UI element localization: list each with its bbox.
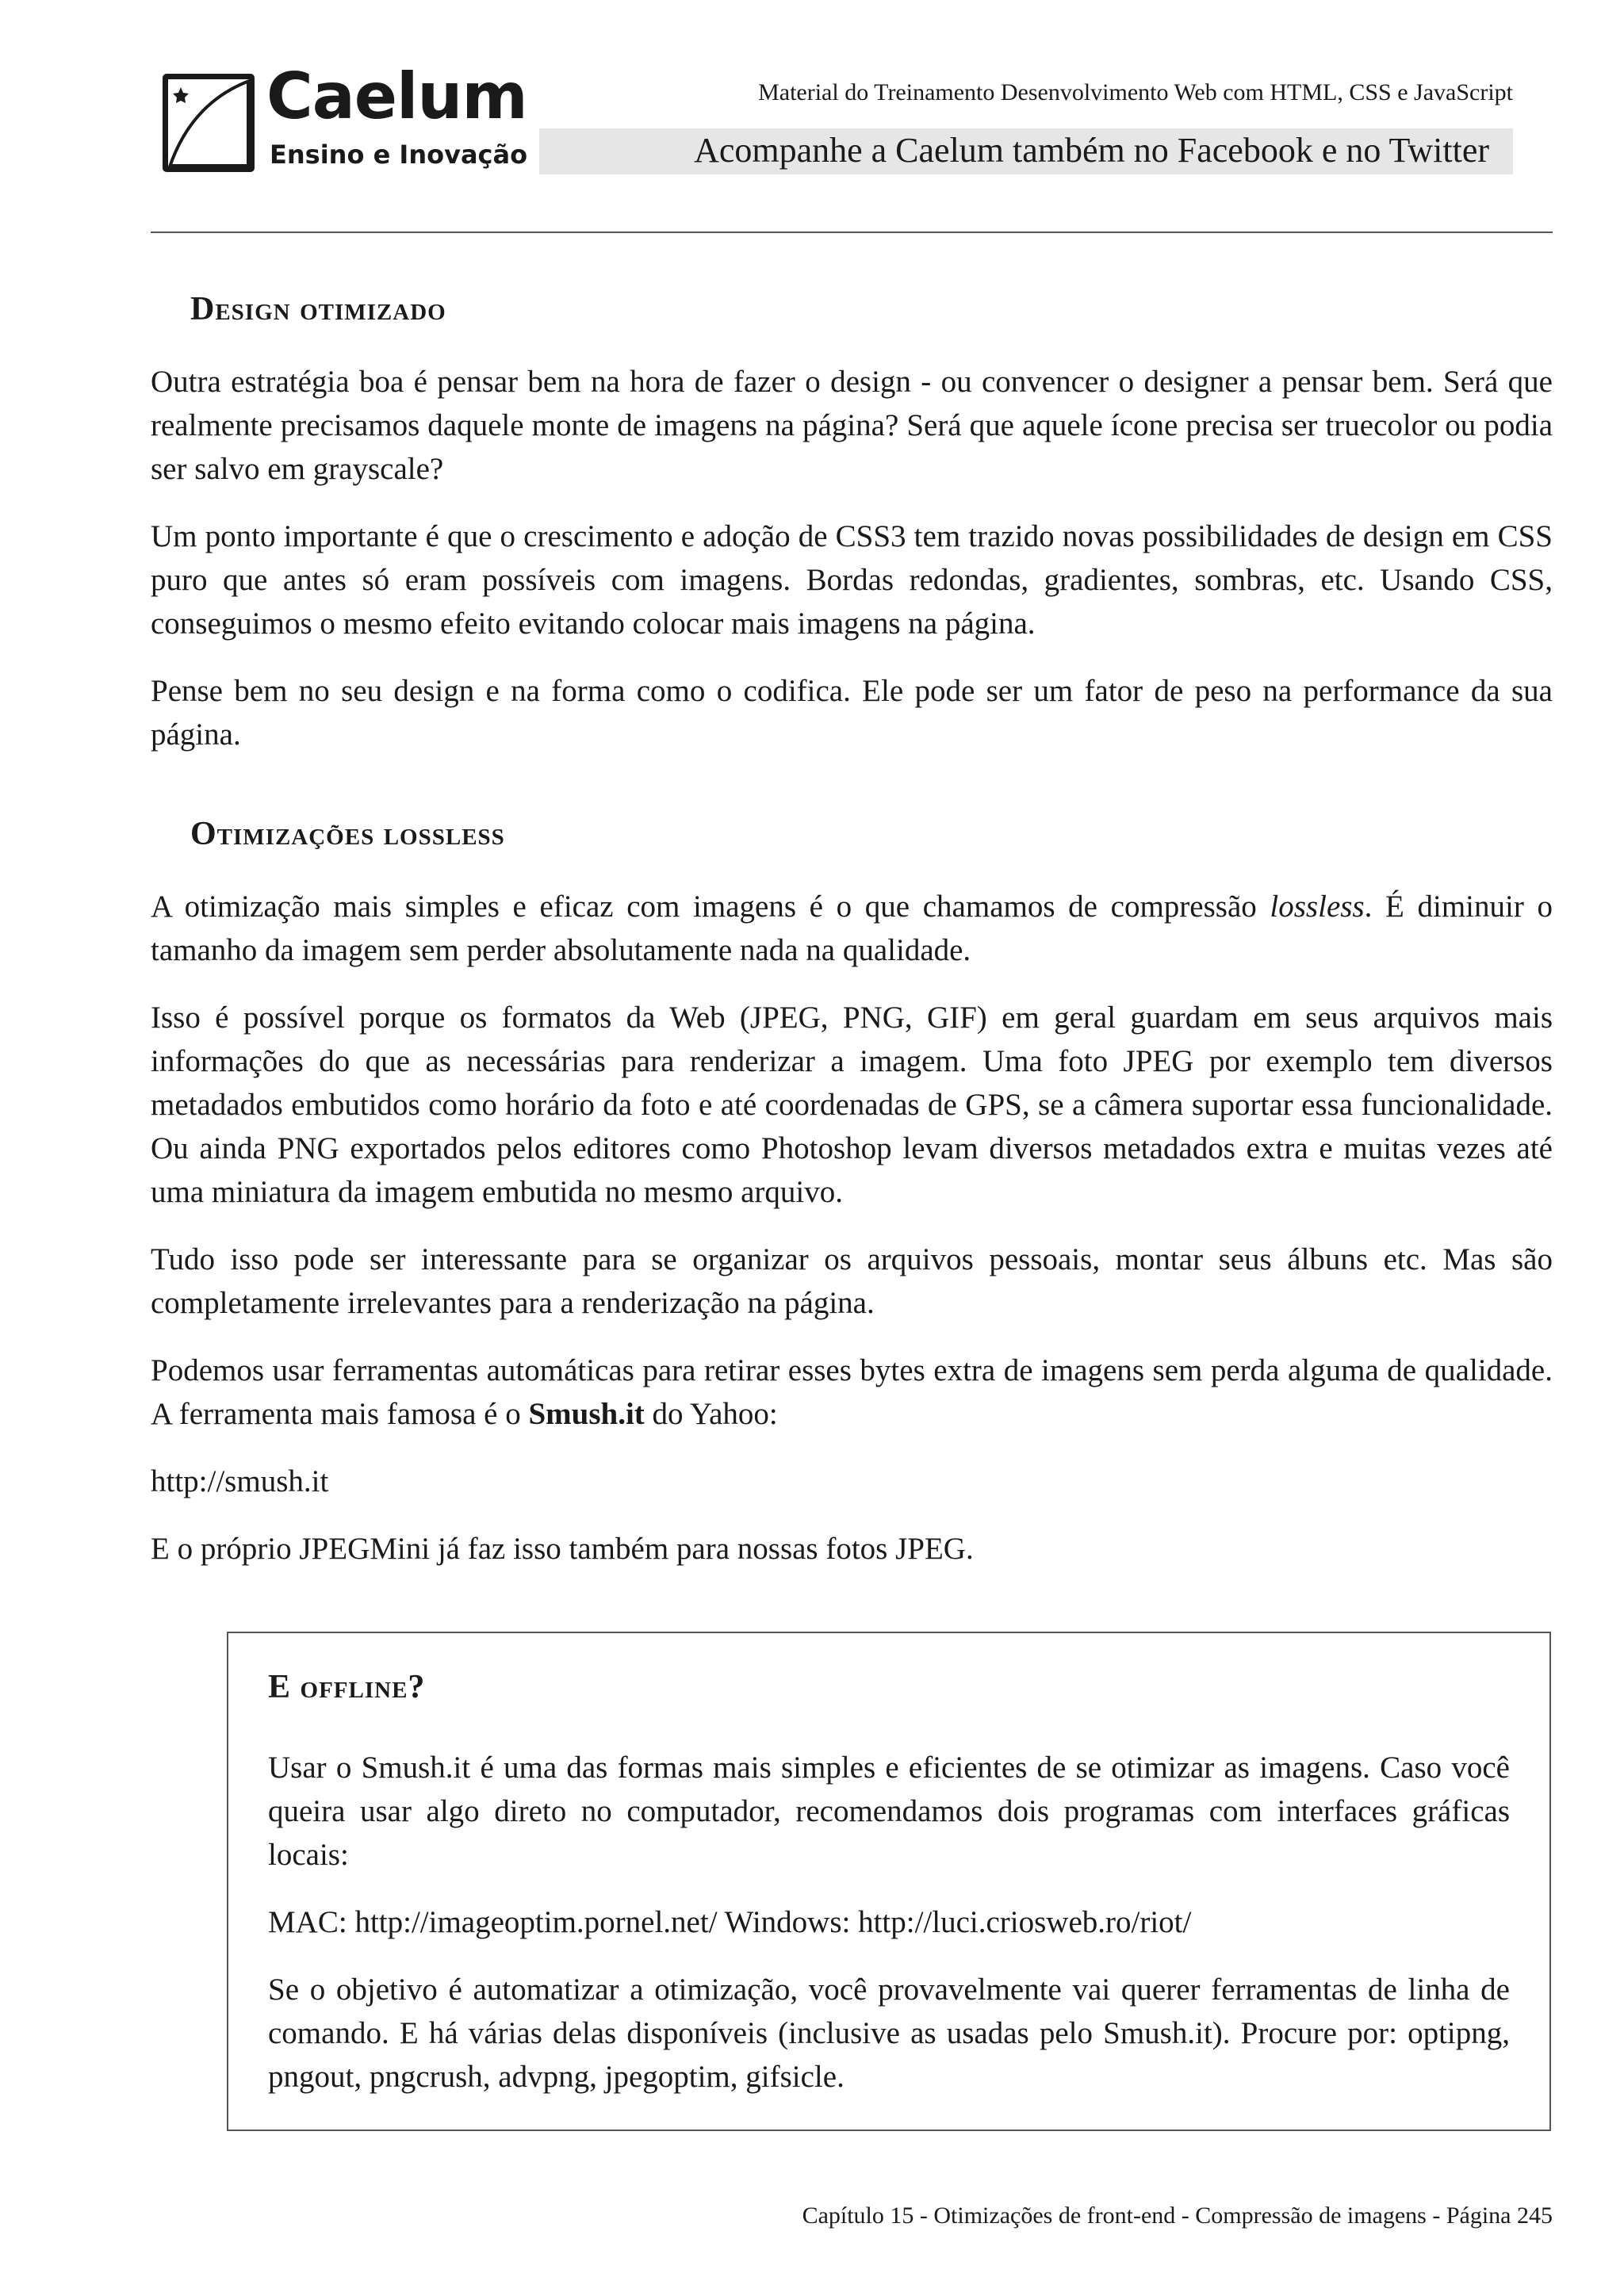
- paragraph-text: Podemos usar ferramentas automáticas para retirar esses bytes extra de imagens sem perda alguma de qualidade. A ferramenta mais famosa é o: [151, 1353, 1553, 1431]
- note-box-offline: [227, 1632, 1551, 2131]
- url-smushit: http://smush.it: [151, 1464, 329, 1498]
- emphasis-lossless: lossless: [1270, 890, 1365, 924]
- paragraph: [151, 885, 1553, 972]
- paragraph: Um ponto importante é que o crescimento e adoção de CSS3 tem trazido novas possibilidades de design em CSS puro que antes só eram possíveis com imagens. Bordas redondas, gradientes, sombras, etc. Usando CSS, conseguimos o mesmo efeito evitando colocar mais imagens na página.: [151, 519, 1553, 641]
- main-content: [151, 285, 1553, 1594]
- paragraph: Outra estratégia boa é pensar bem na hora de fazer o design - ou convencer o designer a pensar bem. Será que realmente precisamos daquele monte de imagens na página? Será que aquele ícone precisa ser truecolor ou podia ser salvo em grayscale?: [151, 365, 1553, 486]
- paragraph: Se o objetivo é automatizar a otimização, você provavelmente vai querer ferramentas de linha de comando. E há várias delas disponíveis (inclusive as usadas pelo Smush.it). Procure por: optipng, pngout, pngcrush, advpng, jpegoptim, gifsicle.: [268, 1973, 1510, 2094]
- paragraph: [151, 1349, 1553, 1436]
- paragraph: Tudo isso pode ser interessante para se organizar os arquivos pessoais, montar seus álbuns etc. Mas são completamente irrelevantes para a renderização na página.: [151, 1242, 1553, 1320]
- paragraph-text: . É diminuir o tamanho da imagem sem perder absolutamente nada na qualidade.: [151, 890, 1553, 967]
- page-footer: Capítulo 15 - Otimizações de front-end - Compressão de imagens - Página 245: [802, 2202, 1553, 2229]
- section-title-lossless: Otimizações lossless: [190, 816, 505, 852]
- note-box-title: E offline?: [268, 1669, 426, 1705]
- paragraph: Usar o Smush.it é uma das formas mais simples e eficientes de se otimizar as imagens. Caso você queira usar algo direto no computador, recomendamos dois programas com interfaces gráficas locais:: [268, 1751, 1510, 1872]
- paragraph: Isso é possível porque os formatos da Web (JPEG, PNG, GIF) em geral guardam em seus arquivos mais informações do que as necessárias para renderizar a imagem. Uma foto JPEG por exemplo tem diversos metadados embutidos como horário da foto e até coordenadas de GPS, se a câmera suportar essa funcionalidade. Ou ainda PNG exportados pelos editores como Photoshop levam diversos metadados extra e muitas vezes até uma miniatura da imagem embutida no mesmo arquivo.: [151, 1001, 1553, 1209]
- caelum-logo: [159, 59, 528, 181]
- paragraph: Pense bem no seu design e na forma como o codifica. Ele pode ser um fator de peso na performance da sua página.: [151, 674, 1553, 752]
- section-title-design: Design otimizado: [190, 291, 446, 327]
- header-title: Material do Treinamento Desenvolvimento Web com HTML, CSS e JavaScript: [758, 79, 1513, 105]
- header-subtitle: Acompanhe a Caelum também no Facebook e no Twitter: [694, 131, 1489, 170]
- strong-smushit: Smush.it: [528, 1397, 645, 1431]
- logo-tagline: Ensino e Inovação: [270, 140, 528, 170]
- header-divider: [151, 232, 1553, 233]
- caelum-logo-mark-icon: [159, 70, 259, 176]
- paragraph-text: A otimização mais simples e eficaz com imagens é o que chamamos de compressão: [151, 890, 1270, 924]
- paragraph-text: do Yahoo:: [644, 1397, 778, 1431]
- tool-urls: MAC: http://imageoptim.pornel.net/ Windows: http://luci.criosweb.ro/riot/: [268, 1905, 1192, 1939]
- paragraph: E o próprio JPEGMini já faz isso também para nossas fotos JPEG.: [151, 1532, 974, 1566]
- logo-wordmark: Caelum: [266, 59, 527, 133]
